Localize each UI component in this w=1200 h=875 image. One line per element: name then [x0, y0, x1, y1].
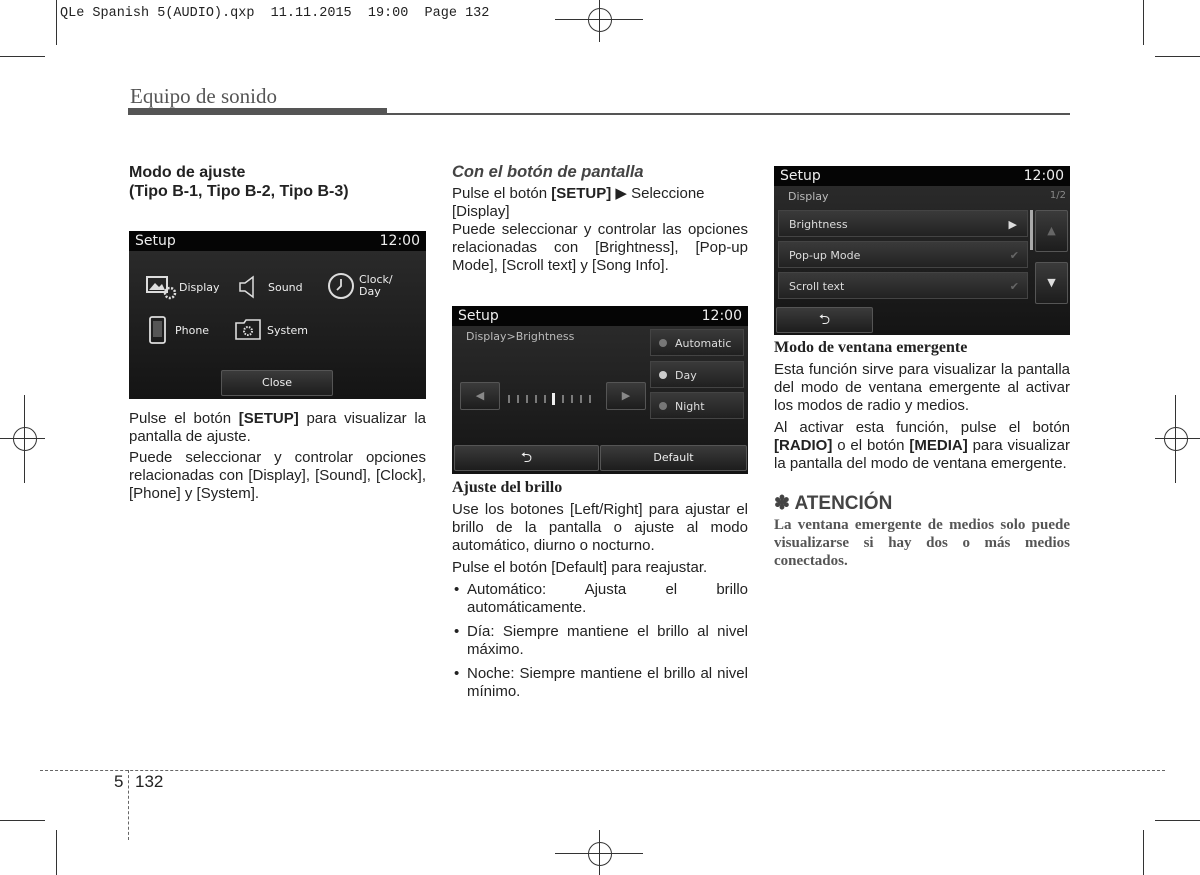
screen-status-bar — [774, 166, 1070, 186]
crop-mark — [56, 830, 57, 875]
menu-item-clock[interactable] — [326, 271, 393, 301]
menu-item-phone[interactable] — [147, 315, 209, 345]
default-button[interactable]: Default — [600, 445, 747, 471]
breadcrumb: Display>Brightness — [466, 330, 575, 343]
back-button[interactable] — [776, 307, 873, 333]
screen-title: Setup — [780, 168, 821, 184]
column-2-text — [452, 479, 748, 707]
radio-icon — [659, 402, 667, 410]
scroll-down-button[interactable]: ▼ — [1035, 262, 1068, 304]
left-button[interactable]: ◀ — [460, 382, 500, 410]
menu-item-label: Clock/ Day — [359, 273, 393, 298]
paragraph: Pulse el botón [Default] para reajustar. — [452, 559, 708, 576]
screen-clock: 12:00 — [1023, 168, 1064, 184]
checkbox-icon[interactable]: ✔ — [1009, 249, 1019, 262]
brightness-slider[interactable] — [507, 390, 602, 400]
menu-item-label: System — [267, 323, 309, 337]
crop-mark — [1143, 0, 1144, 45]
menu-item-label: Sound — [268, 280, 303, 294]
crop-mark — [1143, 830, 1144, 875]
paragraph: Pulse el botón [SETUP] ▶ Seleccione [Display] — [452, 185, 705, 220]
back-button[interactable] — [454, 445, 599, 471]
paragraph: Puede seleccionar y controlar opciones relacionadas con [Display], [Sound], [Clock], [Phone] y [System]. — [129, 449, 426, 502]
menu-item-label: Phone — [175, 323, 210, 337]
bullet-list — [452, 581, 748, 701]
brightness-screen — [452, 306, 748, 474]
section-title: Equipo de sonido — [130, 84, 277, 108]
option-night[interactable]: Night — [650, 392, 744, 419]
back-icon: ⮌ — [818, 312, 831, 328]
row-scroll-text[interactable]: Scroll text ✔ — [778, 272, 1028, 299]
checkbox-icon[interactable]: ✔ — [1009, 280, 1019, 293]
page-indicator: 1/2 — [1049, 190, 1066, 201]
list-item: • Noche: Siempre mantiene el brillo al nivel mínimo. — [452, 665, 748, 701]
file-header: QLe Spanish 5(AUDIO).qxp 11.11.2015 19:00 Page 132 — [60, 6, 490, 21]
right-button[interactable]: ▶ — [606, 382, 646, 410]
scrollbar[interactable] — [1030, 210, 1033, 250]
menu-item-display[interactable] — [145, 273, 220, 301]
subheading-ajuste-brillo: Ajuste del brillo — [452, 479, 563, 496]
crop-mark — [56, 0, 57, 45]
screen-title: Setup — [458, 308, 499, 324]
paragraph: Esta función sirve para visualizar la pantalla del modo de ventana emergente al activar los modos de radio y medios. — [774, 361, 1070, 414]
crop-mark — [0, 56, 45, 57]
list-item: • Automático: Ajusta el brillo automáticamente. — [452, 581, 748, 617]
display-icon — [145, 273, 177, 301]
warning-title: ✽ ATENCIÓN — [774, 493, 893, 514]
title-bar — [128, 108, 387, 115]
title-rule — [387, 113, 1070, 115]
screen-status-bar — [452, 306, 748, 326]
menu-item-system[interactable] — [234, 317, 308, 343]
option-automatic[interactable]: Automatic — [650, 329, 744, 356]
footer-rule — [40, 770, 1165, 771]
heading-tipo: (Tipo B-1, Tipo B-2, Tipo B-3) — [129, 183, 349, 200]
radio-icon — [659, 339, 667, 347]
column-2 — [452, 163, 748, 275]
screen-status-bar — [129, 231, 426, 251]
phone-icon — [147, 315, 169, 345]
paragraph: Puede seleccionar y controlar las opciones relacionadas con [Brightness], [Pop-up Mode], [Scroll text] y [Song Info]. — [452, 221, 748, 274]
column-1-text — [129, 410, 426, 503]
breadcrumb: Display — [788, 190, 829, 203]
column-1 — [129, 163, 426, 201]
option-day[interactable]: Day — [650, 361, 744, 388]
speaker-icon — [236, 273, 264, 301]
crop-mark — [0, 820, 45, 821]
menu-item-sound[interactable] — [236, 273, 303, 301]
clock-icon — [326, 271, 356, 301]
paragraph: Al activar esta función, pulse el botón [RADIO] o el botón [MEDIA] para visualizar la pantalla del modo de ventana emergente. — [774, 419, 1070, 472]
heading-modo-ajuste: Modo de ajuste — [129, 164, 246, 181]
row-popup-mode[interactable]: Pop-up Mode ✔ — [778, 241, 1028, 268]
screen-clock: 12:00 — [379, 233, 420, 249]
warning-body: La ventana emergente de medios solo puede visualizarse si hay dos o más medios conectados. — [774, 517, 1070, 569]
page-number: 132 — [135, 772, 164, 791]
close-button[interactable]: Close — [221, 370, 333, 396]
display-screen — [774, 166, 1070, 335]
crop-mark — [1155, 820, 1200, 821]
chapter-number: 5 — [114, 772, 124, 791]
screen-clock: 12:00 — [701, 308, 742, 324]
heading-con-boton: Con el botón de pantalla — [452, 163, 644, 181]
column-3-text — [774, 339, 1070, 570]
paragraph: Pulse el botón [SETUP] para visualizar la pantalla de ajuste. — [129, 410, 427, 445]
menu-item-label: Display — [179, 280, 220, 294]
row-brightness[interactable]: Brightness ▶ — [778, 210, 1028, 237]
radio-icon — [659, 371, 667, 379]
scroll-up-button[interactable]: ▲ — [1035, 210, 1068, 252]
screen-title: Setup — [135, 233, 176, 249]
paragraph: Use los botones [Left/Right] para ajustar el brillo de la pantalla o ajuste al modo automático, diurno o nocturno. — [452, 501, 748, 554]
chevron-right-icon: ▶ — [1008, 218, 1017, 231]
footer-divider — [128, 770, 129, 840]
subheading-ventana-emergente: Modo de ventana emergente — [774, 339, 968, 356]
setup-screen — [129, 231, 426, 399]
list-item: • Día: Siempre mantiene el brillo al nivel máximo. — [452, 623, 748, 659]
system-icon — [234, 317, 264, 343]
crop-mark — [1155, 56, 1200, 57]
back-icon: ⮌ — [520, 450, 533, 466]
